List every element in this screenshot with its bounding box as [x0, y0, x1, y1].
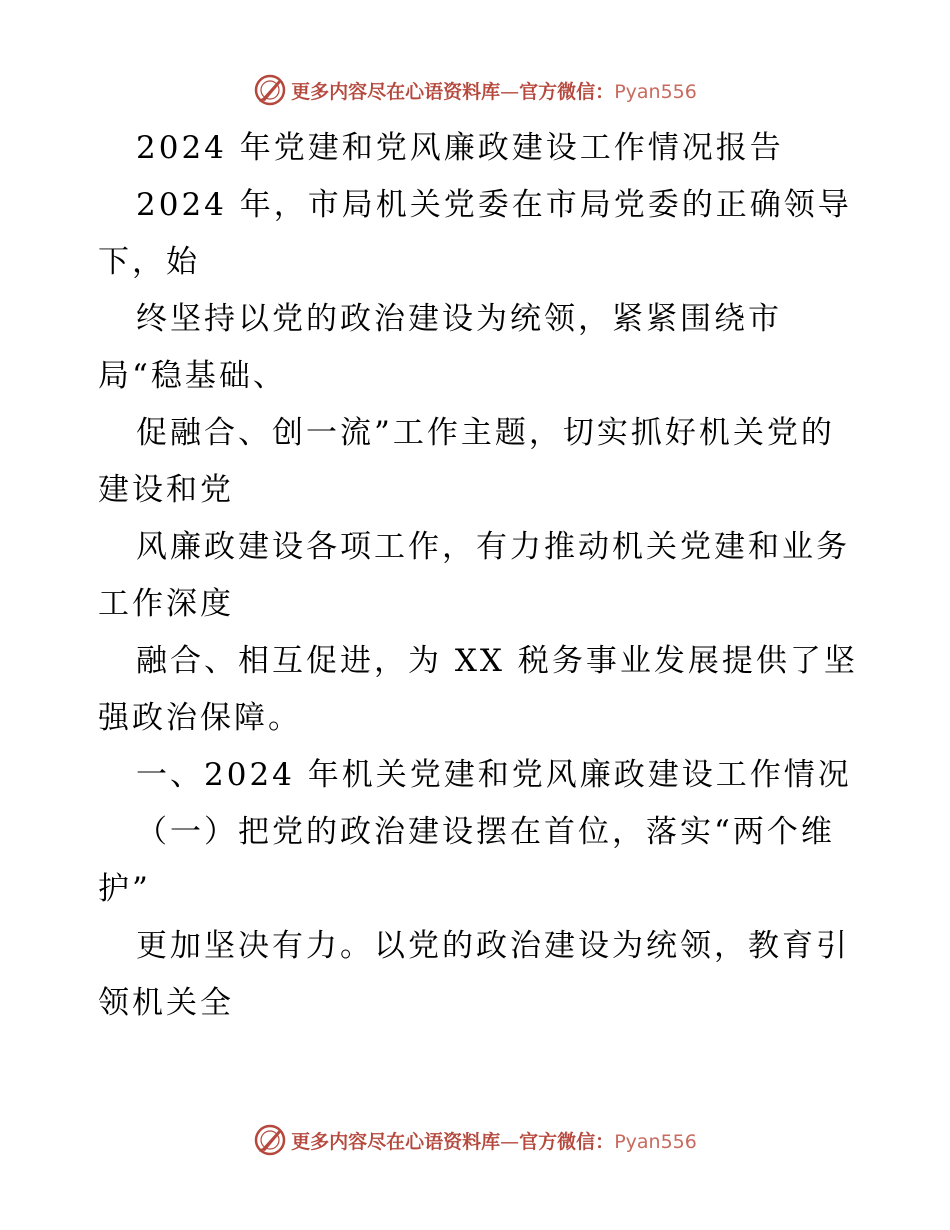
text-line: 融合、相互促进，为 XX 税务事业发展提供了坚: [136, 643, 858, 679]
section-heading: 一、2024 年机关党建和党风廉政建设工作情况: [136, 757, 852, 793]
watermark-main-text: 更多内容尽在心语资料库: [291, 1130, 501, 1153]
watermark-sub-text: 官方微信：: [519, 80, 615, 103]
quill-seal-icon: [253, 73, 287, 107]
watermark-dash: —: [500, 80, 520, 103]
text-line: 局“稳基础、: [98, 358, 287, 394]
text-line: 促融合、创一流”工作主题，切实抓好机关党的: [136, 415, 835, 451]
watermark-id-text: Pyan556: [614, 80, 697, 103]
text-line: 2024 年党建和党风廉政建设工作情况报告: [136, 130, 784, 166]
text-line: 护”: [98, 871, 151, 907]
document-body: [98, 120, 858, 1032]
text-line: 更加坚决有力。以党的政治建设为统领，教育引: [136, 928, 850, 964]
text-line: 终坚持以党的政治建设为统领，紧紧围绕市: [136, 301, 782, 337]
watermark-id-text: Pyan556: [614, 1130, 697, 1153]
footer-watermark: [0, 1120, 950, 1160]
text-line: 领机关全: [98, 985, 234, 1021]
text-line: 下，始: [98, 244, 200, 280]
text-line: 强政治保障。: [98, 700, 302, 736]
text-line: 建设和党: [98, 472, 234, 508]
quill-seal-icon: [253, 1123, 287, 1157]
text-line: 风廉政建设各项工作，有力推动机关党建和业务: [136, 529, 850, 565]
header-watermark: [0, 70, 950, 110]
text-line: 2024 年，市局机关党委在市局党委的正确领导: [136, 187, 852, 223]
watermark-dash: —: [500, 1130, 520, 1153]
subsection-heading: （一）把党的政治建设摆在首位，落实“两个维: [136, 814, 835, 850]
watermark-sub-text: 官方微信：: [519, 1130, 615, 1153]
watermark-main-text: 更多内容尽在心语资料库: [291, 80, 501, 103]
text-line: 工作深度: [98, 586, 234, 622]
